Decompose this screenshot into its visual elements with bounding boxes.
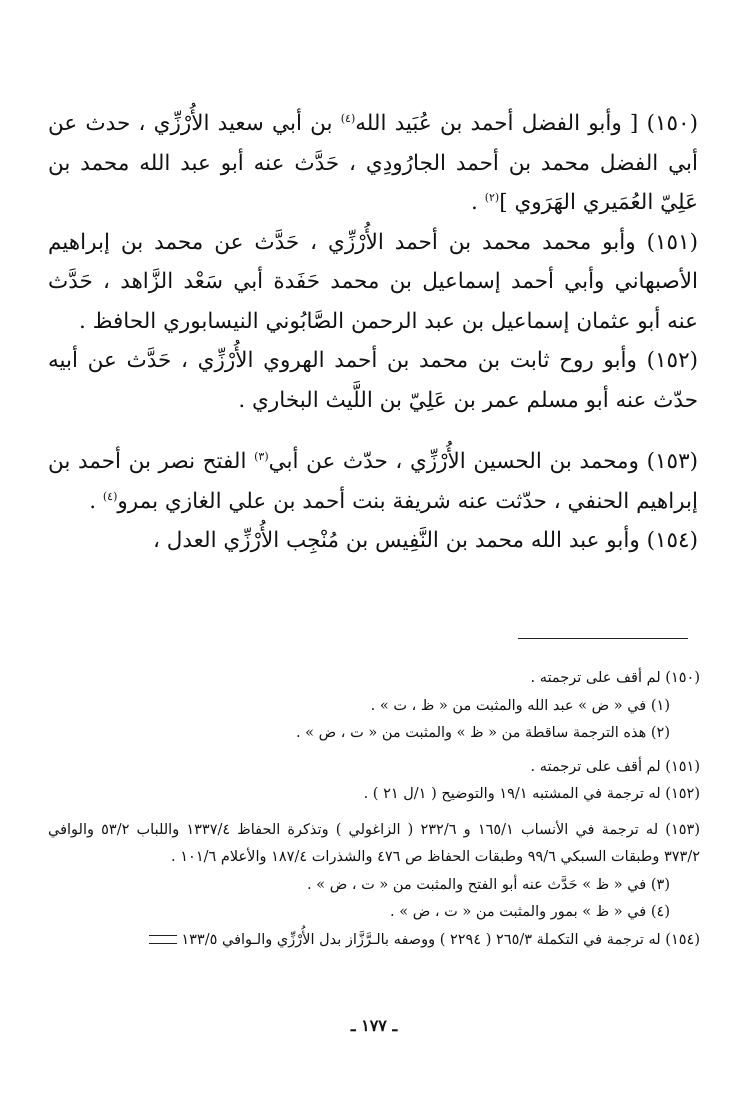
footnote-4 <box>48 899 700 927</box>
footnote-1 <box>48 693 700 721</box>
entry-text: وأبو محمد محمد بن أحمد الأُرْزِّي ، حَدَّث عن محمد بن إبراهيم الأصبهاني وأبي أحمد إسماعيل بن محمد حَفَدة أبي سَعْد الزَّاهد ، حَدَّث عنه أبو عثمان إسماعيل بن عبد الرحمن الصَّابُوني النيسابوري الحافظ . <box>48 229 698 334</box>
page-number: ـ ١٧٧ ـ <box>350 1016 398 1035</box>
footnote-number: (٢) <box>650 725 670 741</box>
entry-151 <box>48 223 698 342</box>
footnote-ref: (٢) <box>484 190 500 204</box>
footnote-number: (١٥٢) <box>665 786 700 802</box>
entry-number: (١٥٠) <box>646 111 698 136</box>
footnote-text: في « ظ » بمور والمثبت من « ت ، ض » . <box>390 904 647 920</box>
entry-153 <box>48 442 698 521</box>
entry-text: وأبو روح ثابت بن محمد بن أحمد الهروي الأُرْزِّي ، حَدَّث عن أبيه حدّث عنه أبو مسلم عمر بن عَلِيّ بن اللَّيث البخاري . <box>48 348 698 413</box>
main-text <box>48 104 698 561</box>
footnote-ref: (٣) <box>254 449 269 463</box>
footnote-153 <box>48 817 700 872</box>
entry-text-cont: بن أبي سعيد الأُرْزِّي ، حدث عن أبي الفضل محمد بن أحمد الجارُودِي ، حَدَّث عنه أبو عبد الله محمد بن عَلِيّ العُمَيري الهَرَوي ] <box>48 111 698 215</box>
footnote-152 <box>48 781 700 809</box>
footnote-separator <box>518 638 688 639</box>
footnote-text: في « ض » عبد الله والمثبت من « ظ ، ت » . <box>370 697 647 714</box>
footnote-151 <box>48 754 700 782</box>
footnote-number: (١٥١) <box>665 758 700 775</box>
entry-text-end: . <box>471 190 485 215</box>
footnote-number: (١) <box>650 697 670 714</box>
footnote-2 <box>48 720 700 748</box>
footnote-3 <box>48 872 700 900</box>
footnote-ref: (٤) <box>102 489 118 503</box>
footnote-text: لم أقف على ترجمته . <box>530 758 661 775</box>
entry-number: (١٥١) <box>646 229 698 255</box>
entry-number: (١٥٢) <box>646 348 699 373</box>
entry-text: ومحمد بن الحسين الأُرْزِّي ، حدّث عن أبي <box>268 449 639 474</box>
entry-154 <box>48 521 698 561</box>
footnote-150 <box>48 665 700 693</box>
footnote-text: له ترجمة في المشتبه ١٩/١ والتوضيح ( ١/ل ٢١ ) . <box>363 786 661 802</box>
footnote-text: في « ظ » حَدَّث عنه أبو الفتح والمثبت من « ت ، ض » . <box>307 876 647 893</box>
footnote-text: له ترجمة في الأنساب ١٦٥/١ و ٢٣٢/٦ ( الزاغولي ) وتذكرة الحفاظ ١٣٣٧/٤ واللباب ٥٣/٢ والوافي ٣٧٣/٢ وطبقات السبكي ٩٩/٦ وطبقات الحفاظ ص ٤٧٦ والشذرات ١٨٧/٤ والأعلام ١٠١/٦ . <box>48 821 700 865</box>
entry-text-cont: الفتح نصر بن أحمد بن إبراهيم الحنفي ، حدّثت عنه شريفة بنت أحمد بن علي الغازي بمرو <box>48 449 698 514</box>
footnote-number: (٣) <box>650 876 670 893</box>
entry-152 <box>48 341 698 420</box>
entry-number: (١٥٣) <box>646 449 699 474</box>
entry-text-end: . <box>89 488 103 514</box>
footnote-154 <box>48 927 700 955</box>
footnote-text: له ترجمة في التكملة ٢٦٥/٣ ( ٢٢٩٤ ) ووصفه بالـرَّزَّاز بدل الأُرْزِّي والـوافي ١٣٣/٥ <box>181 931 661 948</box>
footnote-number: (١٥٣) <box>665 821 700 838</box>
footnote-number: (٤) <box>650 904 670 920</box>
continuation-mark <box>149 935 177 944</box>
entry-text: وأبو عبد الله محمد بن النَّفِيس بن مُنْجِب الأُرْزِّي العدل ، <box>152 528 640 553</box>
footnote-ref: (٤) <box>340 111 356 125</box>
footnote-number: (١٥٤) <box>665 931 700 948</box>
entry-text: [ وأبو الفضل أحمد بن عُبَيد الله <box>355 111 639 136</box>
footnote-number: (١٥٠) <box>665 670 700 686</box>
footnote-text: لم أقف على ترجمته . <box>530 670 661 686</box>
entry-150 <box>48 104 698 223</box>
footnotes <box>48 665 700 954</box>
entry-number: (١٥٤) <box>646 528 698 553</box>
footnote-text: هذه الترجمة ساقطة من « ظ » والمثبت من « ت ، ض » . <box>295 725 647 741</box>
